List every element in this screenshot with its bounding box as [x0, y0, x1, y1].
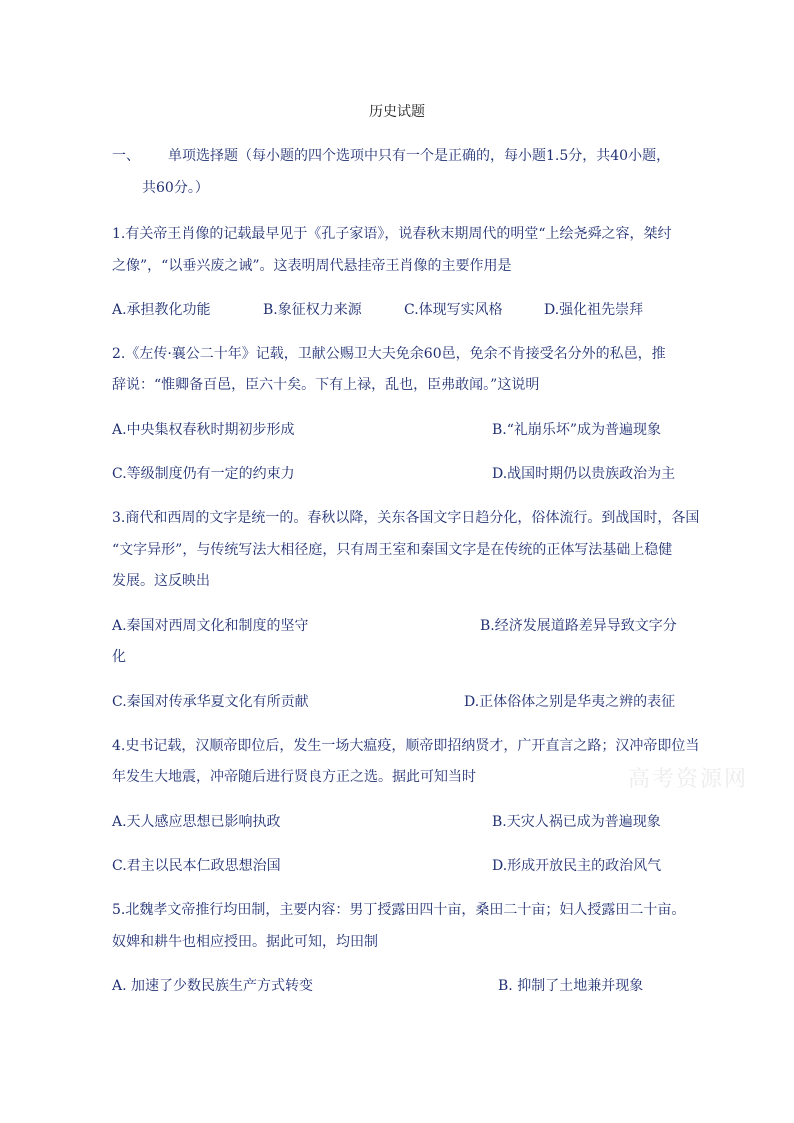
question-3-stem-line-2: “文字异形”，与传统写法大相径庭，只有周王室和秦国文字是在传统的正体写法基础上稳健: [112, 542, 673, 558]
question-1-stem-line-2: 之像”，“以垂兴废之诫”。这表明周代悬挂帝王肖像的主要作用是: [112, 258, 512, 274]
question-3-option-a: A.秦国对西周文化和制度的坚守: [112, 618, 309, 634]
page-title: 历史试题: [369, 104, 425, 120]
section-instructions: 单项选择题（每小题的四个选项中只有一个是正确的，每小题1.5分，共40小题，: [168, 148, 671, 164]
question-3-stem-line-3: 发展。这反映出: [112, 573, 210, 589]
question-4-stem-line-1: 4.史书记载，汉顺帝即位后，发生一场大瘟疫，顺帝即招纳贤才，广开直言之路；汉冲帝即位当: [112, 738, 700, 754]
question-2-stem-line-2: 辞说：“惟卿备百邑，臣六十矣。下有上禄，乱也，臣弗敢闻。”这说明: [112, 377, 540, 393]
question-5-option-a: A. 加速了少数民族生产方式转变: [112, 978, 314, 994]
question-5-stem-line-2: 奴婢和耕牛也相应授田。据此可知，均田制: [112, 934, 378, 950]
question-3-option-d: D.正体俗体之别是华夷之辨的表征: [464, 694, 676, 710]
question-1-option-d: D.强化祖先崇拜: [544, 302, 644, 318]
question-5-option-b: B. 抑制了土地兼并现象: [498, 978, 644, 994]
question-1-option-c: C.体现写实风格: [404, 302, 503, 318]
question-4-option-b: B.天灾人祸已成为普遍现象: [492, 814, 661, 830]
question-3-stem-line-1: 3.商代和西周的文字是统一的。春秋以降，关东各国文字日趋分化，俗体流行。到战国时，各国: [112, 510, 700, 526]
question-1-stem-line-1: 1.有关帝王肖像的记载最早见于《孔子家语》，说春秋末期周代的明堂“上绘尧舜之容，桀纣: [112, 226, 672, 242]
question-2-stem-line-1: 2.《左传·襄公二十年》记载，卫献公赐卫大夫免余60邑，免余不肯接受名分外的私邑，推: [112, 346, 666, 362]
question-4-option-c: C.君主以民本仁政思想治国: [112, 858, 281, 874]
section-instructions-cont: 共60分。）: [142, 180, 209, 196]
question-3-option-b: B.经济发展道路差异导致文字分: [480, 618, 677, 634]
question-3-option-c: C.秦国对传承华夏文化有所贡献: [112, 694, 309, 710]
question-2-option-c: C.等级制度仍有一定的约束力: [112, 466, 295, 482]
question-3-option-b-cont: 化: [112, 649, 126, 665]
question-2-option-b: B.“礼崩乐坏”成为普遍现象: [492, 422, 662, 438]
section-number: 一、: [112, 148, 140, 164]
question-4-option-d: D.形成开放民主的政治风气: [492, 858, 662, 874]
question-1-option-a: A.承担教化功能: [112, 302, 211, 318]
question-5-stem-line-1: 5.北魏孝文帝推行均田制，主要内容：男丁授露田四十亩，桑田二十亩；妇人授露田二十亩。: [112, 902, 686, 918]
watermark: 高考资源网: [628, 767, 749, 792]
question-4-stem-line-2: 年发生大地震，冲帝随后进行贤良方正之选。据此可知当时: [112, 769, 476, 785]
question-2-option-d: D.战国时期仍以贵族政治为主: [492, 466, 676, 482]
question-4-option-a: A.天人感应思想已影响执政: [112, 814, 281, 830]
question-2-option-a: A.中央集权春秋时期初步形成: [112, 422, 295, 438]
question-1-option-b: B.象征权力来源: [263, 302, 362, 318]
